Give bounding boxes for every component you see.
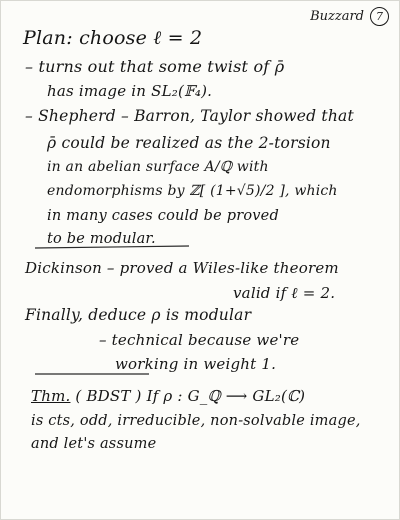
theorem-statement: ( BDST ) If ρ : G_ℚ ⟶ GL₂(ℂ) <box>70 387 306 405</box>
theorem-line-2: is cts, odd, irreducible, non-solvable image, <box>31 413 361 429</box>
bullet-1-line-1: – turns out that some twist of ρ̄ <box>25 57 285 76</box>
theorem-line-3: and let's assume <box>31 436 157 452</box>
bullet-2-line-6: to be modular. <box>47 231 156 247</box>
dickinson-line-1: Dickinson – proved a Wiles-like theorem <box>25 259 339 277</box>
theorem-label: Thm. <box>31 387 71 405</box>
finally-line-3: working in weight 1. <box>115 355 277 373</box>
bullet-2-line-2: ρ̄ could be realized as the 2-torsion <box>47 134 331 152</box>
finally-line-1: Finally, deduce ρ is modular <box>25 306 252 324</box>
author-name: Buzzard <box>310 9 364 24</box>
page-number-badge: 7 <box>370 7 389 26</box>
dickinson-line-2: valid if ℓ = 2. <box>233 284 336 302</box>
theorem-line-1 <box>31 387 305 405</box>
divider-rule-1 <box>35 246 189 248</box>
bullet-2-line-5: in many cases could be proved <box>47 208 279 224</box>
plan-line: Plan: choose ℓ = 2 <box>23 27 203 49</box>
bullet-2-line-1: – Shepherd – Barron, Taylor showed that <box>25 107 354 125</box>
bullet-2-line-4: endomorphisms by ℤ[ (1+√5)/2 ], which <box>47 183 338 199</box>
bullet-1-line-2: has image in SL₂(𝔽₄). <box>47 82 213 100</box>
bullet-2-line-3: in an abelian surface A/ℚ with <box>47 159 269 175</box>
finally-line-2: – technical because we're <box>99 331 300 349</box>
